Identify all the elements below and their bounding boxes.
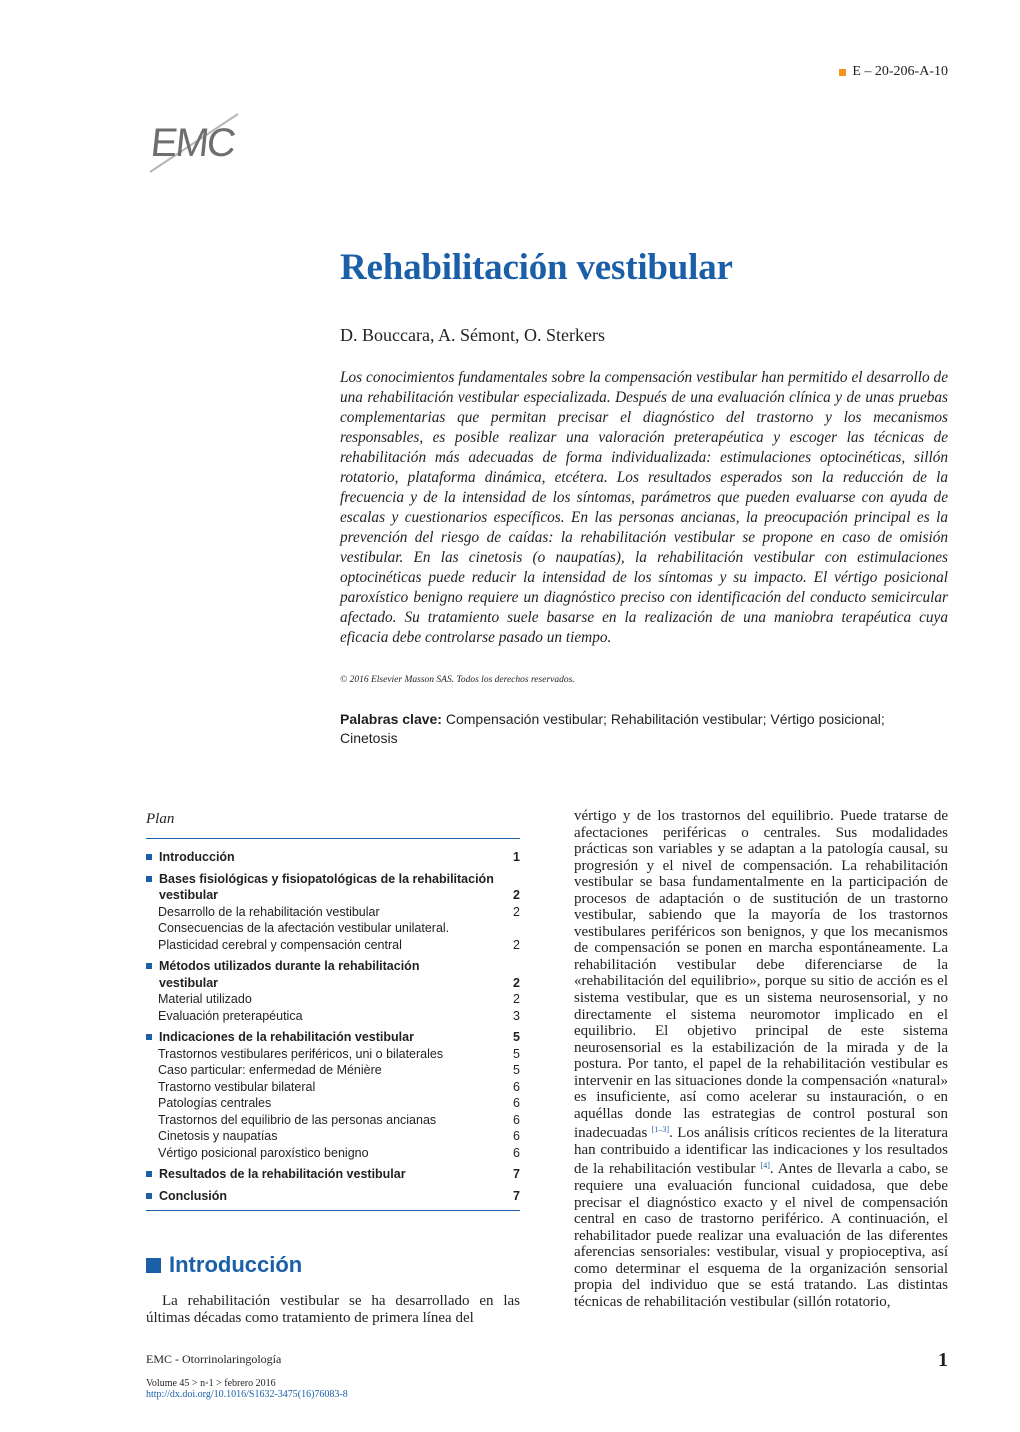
abstract: Los conocimientos fundamentales sobre la compensación vestibular han permitido el desarrollo de una rehabilitación vestibular especializada. Después de una evaluación clínica y de unas pruebas complementarias que permitan precisar el diagnóstico del trastorno y los mecanismos responsables, es posible realizar una valoración preterapéutica y escoger las técnicas de rehabilitación más adecuadas de forma individualizada: estimulaciones optocinéticas, sillón rotatorio, plataforma dinámica, etcétera. Los resultados esperados son la reducción de la frecuencia y de la intensidad de los síntomas, parámetros que pueden evaluarse con ayuda de escalas y cuestionarios específicos. En las personas ancianas, la preocupación principal es la prevención del riesgo de caídas: la rehabilitación vestibular se propone en caso de omisión vestibular. En las cinetosis (o naupatías), la rehabilitación vestibular con estimulaciones optocinéticas puede reducir la intensidad de los síntomas y su impacto. El vértigo posicional paroxístico benigno requiere un diagnóstico preciso con identificación del conducto semicircular afectado. Su tratamiento suele basarse en la realización de una maniobra terapéutica cuya eficacia debe controlarse pasado un tiempo. — [340, 369, 948, 646]
keywords — [340, 710, 940, 748]
orange-square-icon — [839, 69, 846, 76]
page-number: 1 — [938, 1349, 948, 1371]
plan-item[interactable]: Conclusión 7 — [146, 1188, 520, 1205]
intro-paragraph: La rehabilitación vestibular se ha desarrollado en las últimas décadas como tratamiento de primera línea del — [146, 1293, 520, 1326]
plan-subitem[interactable]: Cinetosis y naupatías 6 — [158, 1129, 520, 1143]
keywords-list: Compensación vestibular; Rehabilitación vestibular; Vértigo posicional; Cinetosis — [340, 711, 885, 746]
copyright: © 2016 Elsevier Masson SAS. Todos los derechos reservados. — [340, 675, 575, 685]
doi-link[interactable]: http://dx.doi.org/10.1016/S1632-3475(16)76083-8 — [146, 1389, 348, 1400]
keywords-label: Palabras clave: — [340, 711, 442, 727]
journal-name: EMC - Otorrinolaringología — [146, 1352, 282, 1366]
reference-link[interactable]: [1–3] — [651, 1125, 670, 1135]
plan-subitem[interactable]: Evaluación preterapéutica 3 — [158, 1008, 520, 1023]
plan-subitem[interactable]: Trastornos vestibulares periféricos, uni o bilaterales 5 — [158, 1046, 520, 1061]
article-title: Rehabilitación vestibular — [340, 247, 733, 288]
plan-subitem[interactable]: Vértigo posicional paroxístico benigno 6 — [158, 1145, 520, 1160]
plan-subitem[interactable]: Desarrollo de la rehabilitación vestibular 2 — [158, 904, 520, 919]
article-reference — [839, 64, 948, 80]
section-title: Introducción — [169, 1252, 303, 1277]
plan-item[interactable]: Introducción 1 — [146, 849, 520, 866]
plan-item[interactable]: Bases fisiológicas y fisiopatológicas de la rehabilitación vestibular 2 — [146, 871, 520, 904]
plan-box — [146, 811, 520, 1211]
plan-subitem[interactable]: Patologías centrales 6 — [158, 1096, 520, 1110]
plan-subitem[interactable]: Material utilizado 2 — [158, 992, 520, 1006]
plan-item[interactable]: Métodos utilizados durante la rehabilitación vestibular 2 — [146, 958, 520, 991]
article-authors: D. Bouccara, A. Sémont, O. Sterkers — [340, 325, 605, 345]
emc-logo — [140, 96, 250, 180]
body-column-right: vértigo y de los trastornos del equilibrio. Puede tratarse de afectaciones periféricas o centrales. Sus modalidades prácticas son variables y se adaptan a la patología causal, su progresión y el nivel de compensación. La rehabilitación vestibular se basa fundamentalmente en la participación de procesos de adaptación o de sustitución de un trastorno vestibular, sabiendo que la mayoría de los trastornos vestibulares periféricos son benignos, y que los mecanismos de compensación se ponen en marcha espontáneamente. La rehabilitación vestibular debe diferenciarse de la «rehabilitación del equilibrio», porque su sitio de acción es el sistema vestibular, que es un sistema neurosensorial, y no directamente el sistema neuromotor implicado en el equilibrio. El objetivo principal de este sistema neurosensorial es la estabilización de la mirada y de la postura. Por tanto, el papel de la rehabilitación vestibular es intervenir en las situaciones donde la compensación «natural» es insuficiente, así como acelerar su instauración, o en aquéllas donde las estrategias de control postural son inadecuadas [1–3]. Los análisis críticos recientes de la literatura han contribuido a identificar las indicaciones y los resultados de la rehabilitación vestibular [4]. Antes de llevarla a cabo, se requiere una evaluación funcional cuidadosa, que debe precisar el diagnóstico exacto y el nivel de compensación central en caso de trastorno periférico. A continuación, el rehabilitador puede realizar una evaluación de las diferentes aferencias sensoriales: vestibular, visual y propioceptiva, así como determinar el esquema de la organización sensorial propia del individuo que se está tratando. Las distintas técnicas de rehabilitación vestibular (sillón rotatorio, — [574, 808, 949, 1310]
volume-info: Volume 45 > n◦1 > febrero 2016 — [146, 1378, 276, 1389]
plan-item[interactable]: Indicaciones de la rehabilitación vestibular 5 — [146, 1029, 520, 1046]
plan-heading: Plan — [146, 811, 520, 839]
plan-subitem[interactable]: Trastornos del equilibrio de las personas ancianas 6 — [158, 1112, 520, 1127]
plan-item[interactable]: Resultados de la rehabilitación vestibular 7 — [146, 1166, 520, 1183]
section-heading — [146, 1252, 302, 1278]
reference-link[interactable]: [4] — [760, 1161, 770, 1171]
reference-code: E – 20-206-A-10 — [852, 64, 948, 79]
plan-subitem[interactable]: Consecuencias de la afectación vestibular unilateral. Plasticidad cerebral y compensación central 2 — [158, 921, 520, 952]
plan-subitem[interactable]: Trastorno vestibular bilateral 6 — [158, 1079, 520, 1094]
plan-subitem[interactable]: Caso particular: enfermedad de Ménière 5 — [158, 1063, 520, 1077]
blue-square-icon — [146, 1258, 161, 1273]
svg-text:EMC: EMC — [148, 121, 237, 165]
plan-list — [146, 839, 520, 1211]
